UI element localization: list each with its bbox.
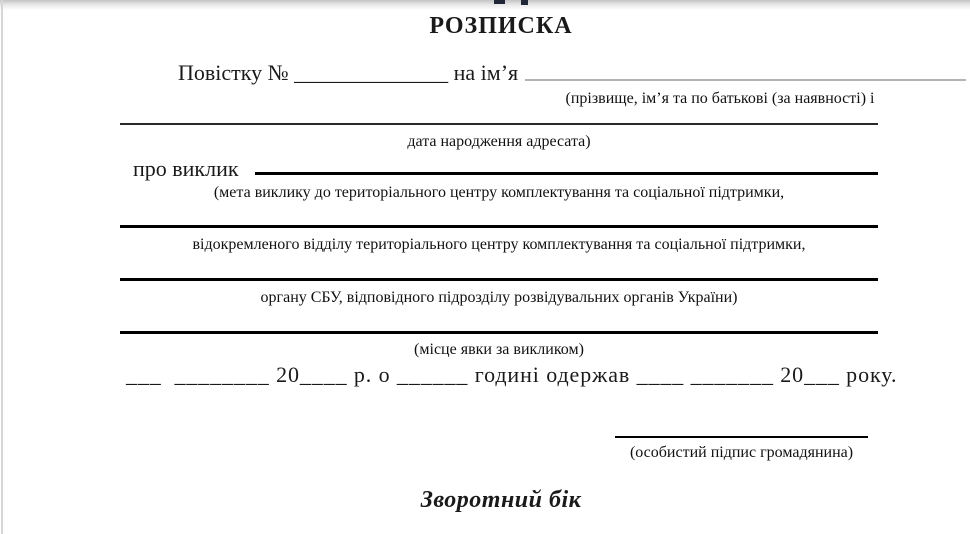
caption-call-purpose: (мета виклику до територіального центру комплектування та соціальної підтримки, [213, 184, 785, 201]
signature-line [615, 436, 868, 438]
caption-sbu-unit: органу СБУ, відповідного підрозділу розвідувальних органів України) [260, 289, 738, 306]
fill-line-4 [120, 331, 878, 334]
page-left-edge [1, 0, 3, 534]
document-title: РОЗПИСКА [429, 13, 573, 39]
call-purpose-label: про виклик [133, 156, 239, 181]
back-side-label: Зворотний бік [420, 487, 582, 513]
fill-line-3 [120, 278, 878, 281]
call-purpose-fill-line [255, 172, 878, 175]
caption-appearance-place: (місце явки за викликом) [414, 341, 584, 358]
caption-name: (прізвище, ім’я та по батькові (за наявності) і [565, 90, 875, 107]
top-shadow-gradient [0, 0, 970, 10]
caption-separate-unit: відокремленого відділу територіального центру комплектування та соціальної підтримки, [192, 236, 806, 253]
summons-number-text: Повістку № ______________ на ім’я [178, 60, 519, 85]
cropped-text-fragment [521, 0, 528, 5]
caption-signature: (особистий підпис громадянина) [629, 444, 854, 461]
name-continuation-line [120, 123, 878, 125]
name-fill-line [525, 79, 966, 81]
fill-line-2 [120, 225, 878, 228]
cropped-text-fragment [494, 0, 505, 4]
date-received-line: ___ ________ 20____ р. о ______ годині одержав ____ _______ 20___ року. [126, 362, 898, 387]
caption-birthdate: дата народження адресата) [407, 133, 591, 150]
summons-number-line [178, 60, 966, 86]
